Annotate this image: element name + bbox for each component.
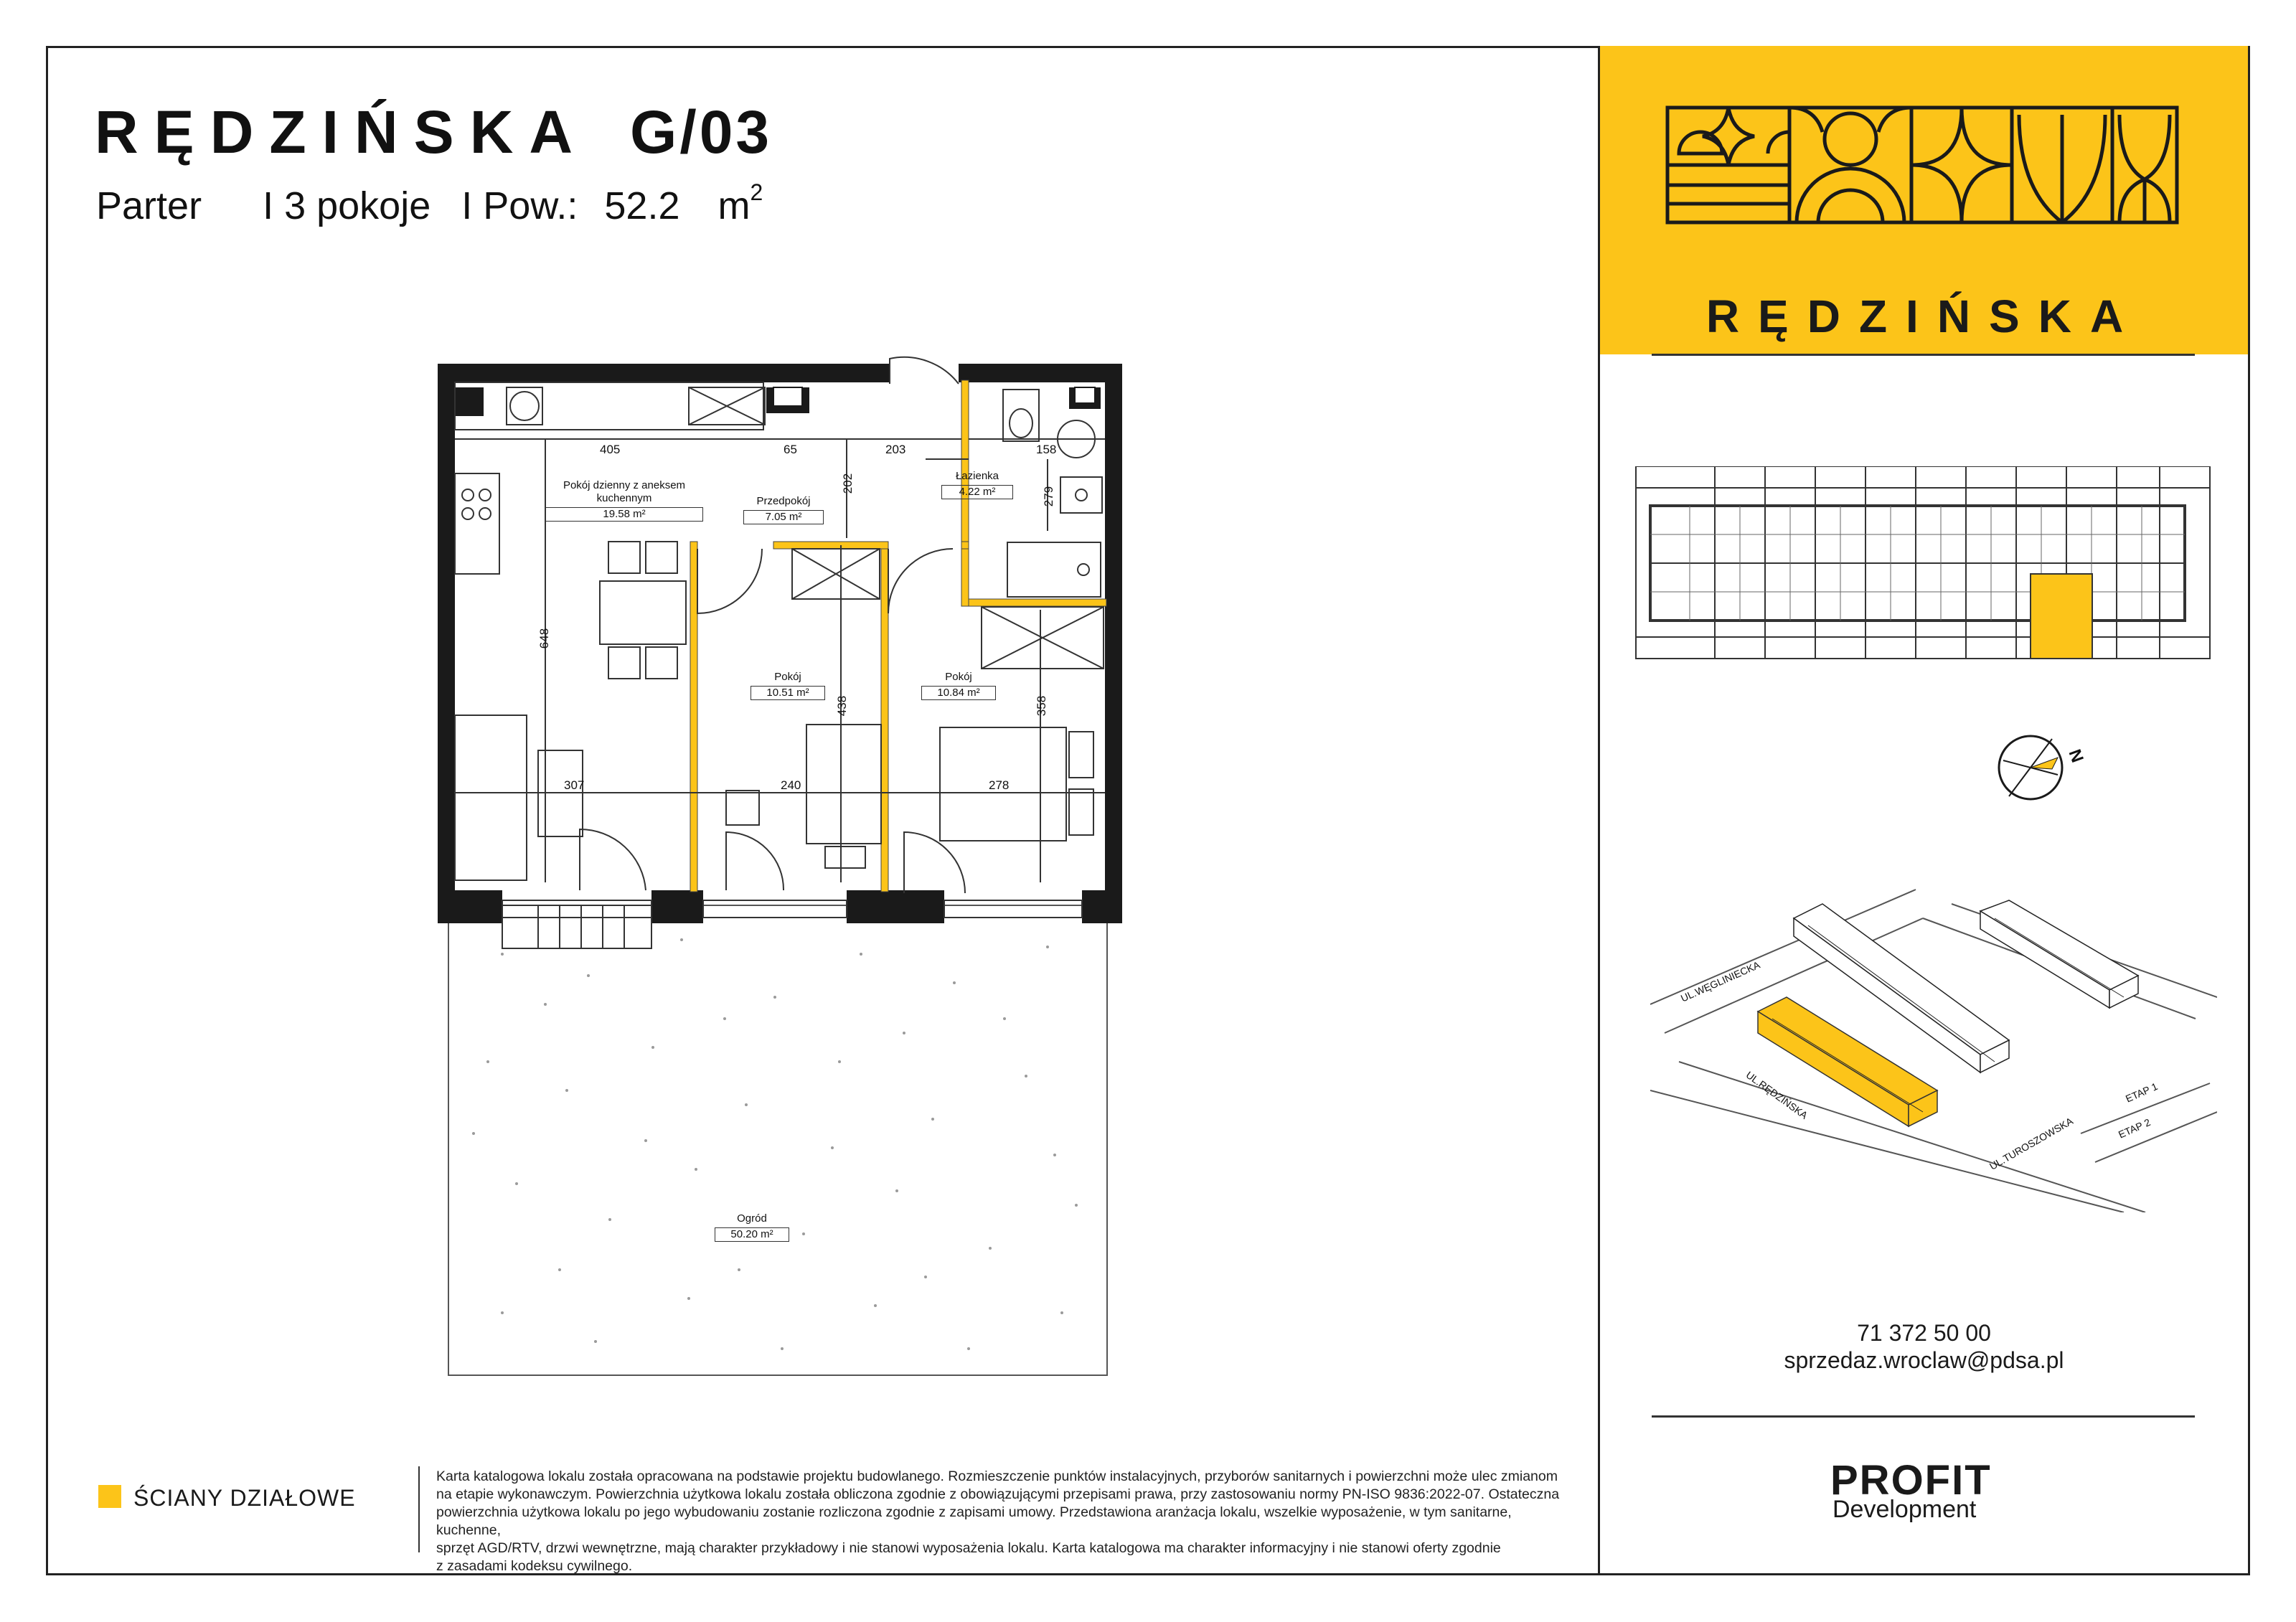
footer-rule: [1652, 1415, 2195, 1418]
street-name: RĘDZIŃSKA: [95, 98, 589, 166]
brand-name: RĘDZIŃSKA: [1705, 291, 2142, 342]
dimension-label: 438: [835, 695, 850, 717]
dimension-label: 240: [781, 778, 801, 792]
unit-code: G/03: [630, 98, 773, 166]
site-map: [1650, 875, 2217, 1212]
developer-sub: Development: [1832, 1496, 1977, 1523]
furniture: [455, 357, 1105, 893]
area-unit: $m^2$: [718, 179, 763, 227]
stage-label-1: ETAP 1: [2124, 1080, 2160, 1105]
disclaimer-line: powierzchnia użytkowa lokalu po jego wybudowaniu zostanie rozliczona zgodnie z zapisami umowy. Przedstawiona aranżacja lokalu, wszelkie wyposażenie, w tym sanitarne, kuchenne,: [436, 1504, 1512, 1538]
street-label-wegliniecka: UL.WĘGLINIECKA: [1679, 958, 1762, 1004]
contact-email[interactable]: sprzedaz.wroclaw@pdsa.pl: [1784, 1347, 2064, 1373]
street-label-redzinska: UL.RĘDZIŃSKA: [1744, 1069, 1810, 1121]
legend-divider: [418, 1466, 420, 1552]
dimension-label: 202: [841, 473, 855, 494]
room-area-hall: 7.05 m²: [743, 510, 824, 524]
disclaimer: [436, 1468, 1573, 1575]
room-label-hall: Przedpokój 7.05 m²: [743, 495, 824, 524]
area-label: I Pow.:: [461, 184, 578, 227]
room-area-living: 19.58 m²: [545, 507, 703, 522]
disclaimer-line: na etapie wykonawczym. Powierzchnia użytkowa lokalu została obliczona zgodnie z obowiązującymi przepisami prawa, przy zastosowaniu normy PN-ISO 9836:2022-07. Ostateczna: [436, 1486, 1560, 1502]
room-area-bathroom: 4.22 m²: [941, 485, 1013, 499]
dimension-label: 405: [600, 443, 621, 456]
dimension-label: 648: [537, 628, 552, 649]
disclaimer-line: z zasadami kodeksu cywilnego.: [436, 1558, 633, 1574]
room-label-bathroom: Łazienka 4.22 m²: [941, 470, 1013, 499]
room-label-bedroom-1: Pokój 10.51 m²: [751, 671, 825, 700]
developer-name: PROFIT: [1830, 1457, 1992, 1504]
dimension-label: 158: [1036, 443, 1057, 456]
legend-label: ŚCIANY DZIAŁOWE: [133, 1485, 356, 1511]
room-area-bedroom-2: 10.84 m²: [921, 686, 996, 700]
room-label-living: Pokój dzienny z aneksem kuchennym 19.58 m²: [545, 479, 703, 522]
unit-highlight: [2031, 574, 2092, 659]
dimension-label: 279: [1042, 486, 1056, 507]
legend-swatch: [98, 1485, 121, 1508]
dimension-label: 278: [989, 778, 1010, 792]
contact-phone[interactable]: 71 372 50 00: [1857, 1320, 1991, 1346]
street-label-turoszowska: UL.TUROSZOWSKA: [1987, 1115, 2075, 1172]
compass-north-label: N: [2064, 747, 2087, 765]
stage-label-2: ETAP 2: [2117, 1116, 2152, 1141]
garden-area: [448, 905, 1107, 1375]
room-label-garden: Ogród 50.20 m²: [715, 1212, 789, 1242]
dimension-label: 358: [1035, 695, 1049, 717]
area-value: 52.2: [604, 184, 680, 227]
dimension-label: 307: [564, 778, 585, 792]
disclaimer-line: sprzęt AGD/RTV, drzwi wewnętrzne, mają charakter przykładowy i nie stanowi wyposażenia lokalu. Karta katalogowa ma charakter informacyjny i nie stanowi oferty zgodnie: [436, 1540, 1501, 1556]
room-area-garden: 50.20 m²: [715, 1227, 789, 1242]
key-plan: [1629, 466, 2217, 660]
floor-label: Parter: [96, 184, 202, 227]
compass: [1995, 732, 2081, 818]
rooms-count: I 3 pokoje: [263, 184, 431, 227]
dimension-label: 65: [784, 443, 797, 456]
room-area-bedroom-1: 10.51 m²: [751, 686, 825, 700]
room-label-bedroom-2: Pokój 10.84 m²: [921, 671, 996, 700]
dimension-label: 203: [885, 443, 906, 456]
disclaimer-line: Karta katalogowa lokalu została opracowana na podstawie projektu budowlanego. Rozmieszczenie punktów instalacyjnych, przyborów sanitarnych i powierzchni może ulec zmianom: [436, 1468, 1558, 1484]
